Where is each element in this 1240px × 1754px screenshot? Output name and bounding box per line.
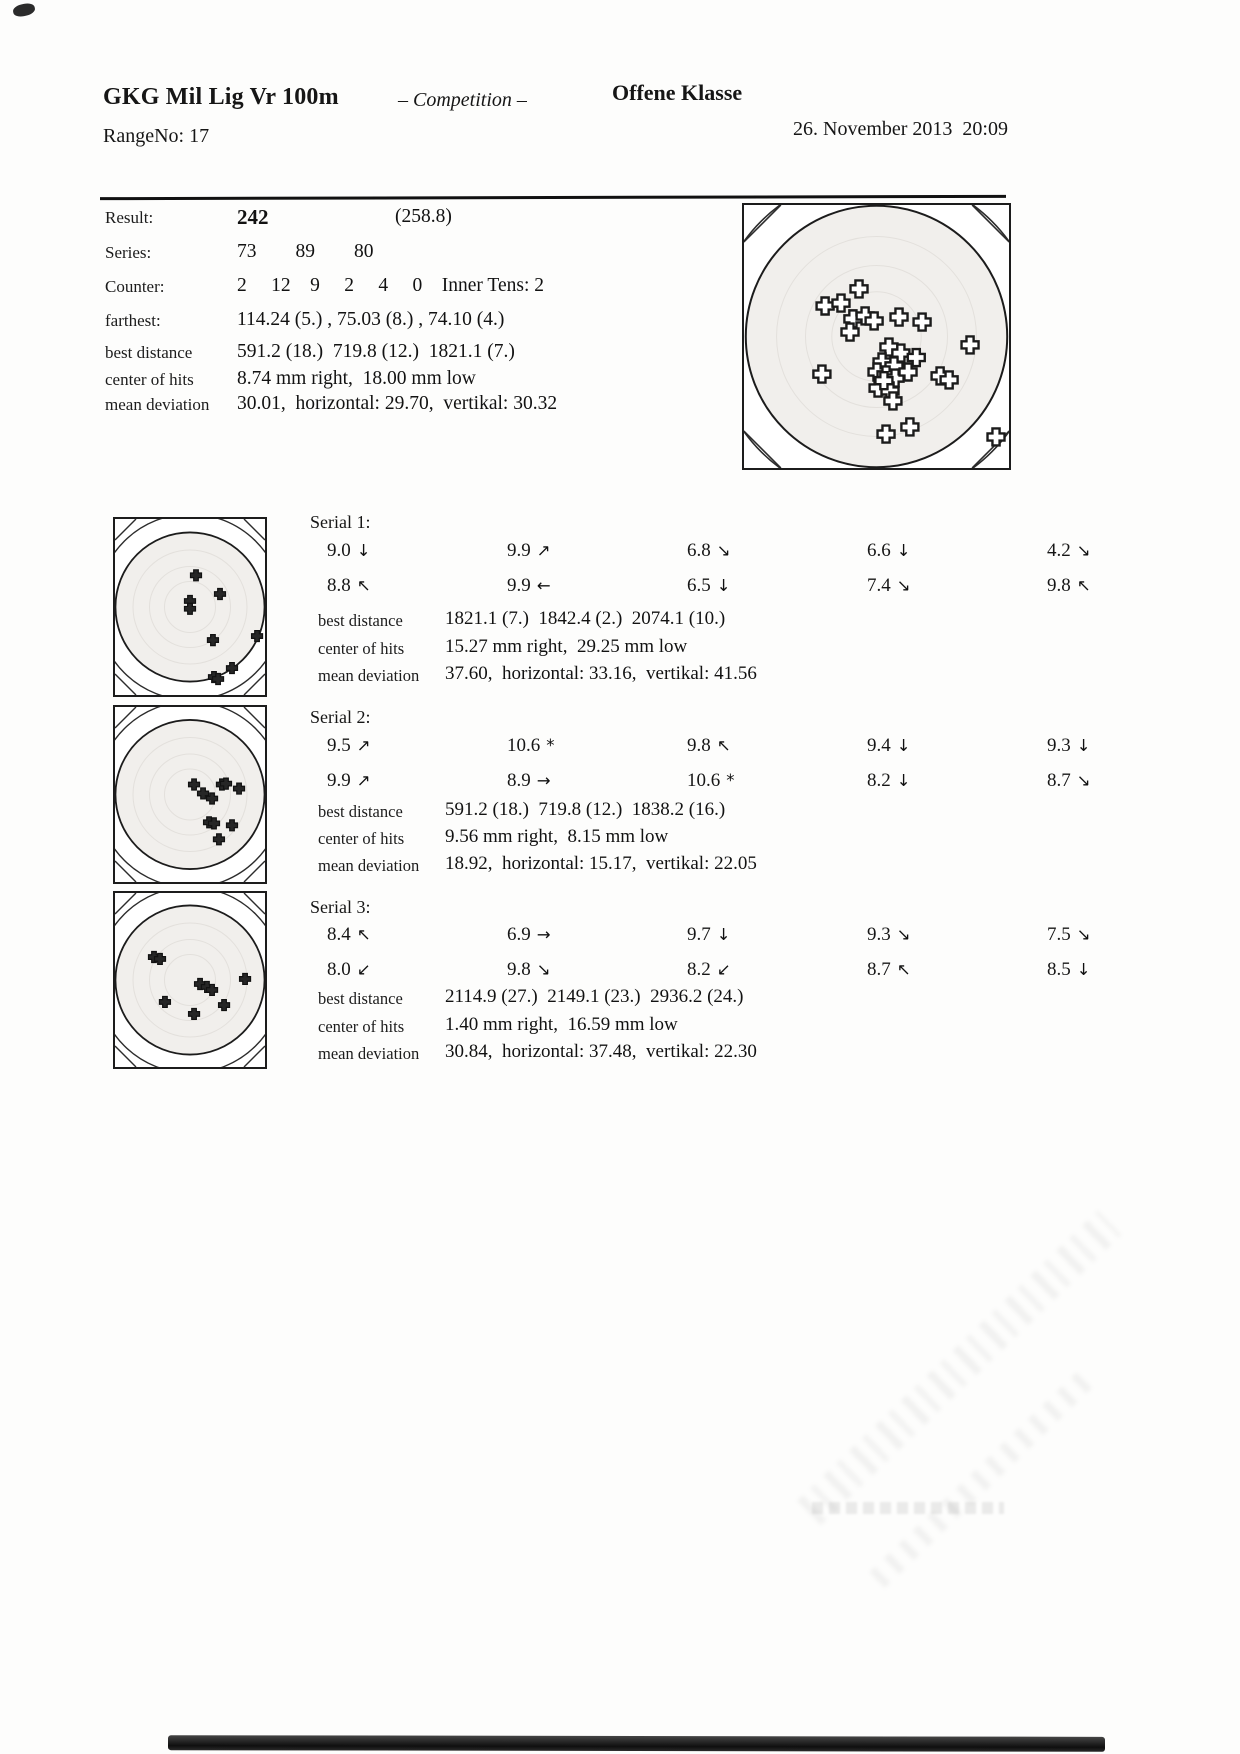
shot-direction-arrow-icon: ↓ [896,771,911,790]
serial-3-target-diagram [113,891,267,1069]
shot-value: 8.2 [687,959,711,980]
center-of-hits-value: 8.74 mm right, 18.00 mm low [237,368,476,389]
shot-reading [867,959,911,981]
shot-value: 10.6 [687,770,721,791]
serial-2-shots-row-2 [327,770,1107,796]
serial-1-best-distance-value: 1821.1 (7.) 1842.4 (2.) 2074.1 (10.) [445,608,726,629]
inner-ten-star-icon: * [726,771,735,790]
shot-direction-arrow-icon: ↘ [1076,541,1091,560]
shot-value: 10.6 [507,735,541,756]
serial-1-best-distance-label: best distance [318,611,403,630]
serial-2-center-of-hits-value: 9.56 mm right, 8.15 mm low [445,826,669,847]
shot-value: 8.4 [327,924,351,945]
shot-direction-arrow-icon: ↘ [536,960,551,979]
best-distance-values: 591.2 (18.) 719.8 (12.) 1821.1 (7.) [237,341,515,362]
farthest-label: farthest: [105,311,161,330]
shot-direction-arrow-icon: ↓ [716,576,731,595]
series-label: Series: [105,243,152,262]
shot-value: 4.2 [1047,540,1071,561]
serial-2-target-diagram [113,705,267,884]
serial-2-mean-deviation-value: 18.92, horizontal: 15.17, vertikal: 22.05 [445,853,757,874]
shot-direction-arrow-icon: ↓ [1076,960,1091,979]
shot-value: 6.9 [507,924,531,945]
shot-value: 9.9 [507,540,531,561]
shot-direction-arrow-icon: → [536,771,551,790]
shot-direction-arrow-icon: ↘ [896,576,911,595]
shot-value: 6.8 [687,540,711,561]
shot-direction-arrow-icon: ↙ [356,960,371,979]
shot-value: 8.9 [507,770,531,791]
serial-1-target-diagram [113,517,267,697]
header-divider [100,195,1006,200]
shot-reading [687,575,731,597]
shot-reading [327,575,371,597]
target-overview-diagram [742,203,1011,470]
shot-direction-arrow-icon: ↖ [896,960,911,979]
serial-3-center-of-hits-value: 1.40 mm right, 16.59 mm low [445,1014,678,1035]
shot-direction-arrow-icon: ← [536,576,551,595]
shot-reading [1047,770,1091,792]
hit-marker [988,428,1005,445]
shot-reading [687,735,731,757]
scan-edge-strip [168,1735,1105,1752]
shot-value: 9.9 [507,575,531,596]
shot-reading [327,959,371,981]
serial-3-shots-row-2 [327,959,1107,985]
series-values: 73 89 80 [237,241,374,262]
shot-reading [1047,959,1091,981]
shot-value: 9.0 [327,540,351,561]
report-datetime: 26. November 2013 20:09 [793,118,1008,140]
shot-value: 6.5 [687,575,711,596]
shot-reading [327,540,371,562]
faint-footer-text [812,1502,1004,1514]
shot-reading [327,770,371,792]
inner-ten-star-icon: * [546,736,555,755]
shot-direction-arrow-icon: ↓ [356,541,371,560]
result-annex: (258.8) [395,206,452,227]
mean-deviation-label: mean deviation [105,395,210,414]
shot-direction-arrow-icon: ↖ [1076,576,1091,595]
center-of-hits-label: center of hits [105,370,194,389]
shot-reading [687,959,731,981]
shot-reading [507,959,551,981]
shot-value: 9.4 [867,735,891,756]
serial-3-title: Serial 3: [310,897,371,917]
faint-diagonal-watermark [715,1155,1185,1595]
serial-1-center-of-hits-label: center of hits [318,639,405,658]
shot-direction-arrow-icon: ↓ [1076,736,1091,755]
serial-1-shots-row-2 [327,575,1107,601]
counter-values: 2 12 9 2 4 0 Inner Tens: 2 [237,275,545,296]
report-title: GKG Mil Lig Vr 100m [103,84,339,110]
serial-1-title: Serial 1: [310,512,371,532]
shot-reading [687,540,731,562]
shot-direction-arrow-icon: ↗ [356,771,371,790]
serial-2-mean-deviation-label: mean deviation [318,856,420,875]
shot-direction-arrow-icon: ↘ [1076,925,1091,944]
shot-value: 9.9 [327,770,351,791]
shot-value: 8.7 [867,959,891,980]
competition-label: – Competition – [398,89,527,111]
shot-value: 6.6 [867,540,891,561]
shot-reading [867,924,911,946]
shot-reading [867,575,911,597]
shot-value: 8.2 [867,770,891,791]
serial-2-best-distance-value: 591.2 (18.) 719.8 (12.) 1838.2 (16.) [445,799,726,820]
shot-value: 9.3 [1047,735,1071,756]
mean-deviation-value: 30.01, horizontal: 29.70, vertikal: 30.32 [237,393,558,414]
shot-reading [507,924,551,946]
shot-value: 9.3 [867,924,891,945]
serial-1-shots-row-1 [327,540,1107,566]
serial-3-center-of-hits-label: center of hits [318,1017,405,1036]
serial-2-title: Serial 2: [310,707,371,727]
result-label: Result: [105,208,154,227]
shot-reading [687,924,731,946]
shot-reading [687,770,735,792]
shot-direction-arrow-icon: ↓ [896,541,911,560]
serial-1-center-of-hits-value: 15.27 mm right, 29.25 mm low [445,636,688,657]
shot-value: 7.5 [1047,924,1071,945]
shot-direction-arrow-icon: ↘ [1076,771,1091,790]
shot-reading [1047,735,1091,757]
shot-direction-arrow-icon: ↙ [716,960,731,979]
shot-value: 9.8 [1047,575,1071,596]
serial-3-mean-deviation-label: mean deviation [318,1044,420,1063]
shot-direction-arrow-icon: ↖ [356,576,371,595]
shot-reading [327,735,371,757]
serial-2-shots-row-1 [327,735,1107,761]
shot-direction-arrow-icon: ↗ [356,736,371,755]
shot-direction-arrow-icon: ↖ [356,925,371,944]
shot-reading [867,770,911,792]
serial-2-best-distance-label: best distance [318,802,403,821]
shot-direction-arrow-icon: ↓ [896,736,911,755]
shot-reading [1047,575,1091,597]
best-distance-label: best distance [105,343,193,362]
shot-value: 8.7 [1047,770,1071,791]
shot-value: 9.8 [507,959,531,980]
counter-label: Counter: [105,277,165,296]
shot-value: 9.7 [687,924,711,945]
shot-direction-arrow-icon: ↖ [716,736,731,755]
shot-reading [1047,924,1091,946]
shot-direction-arrow-icon: ↗ [536,541,551,560]
shot-value: 8.8 [327,575,351,596]
range-number: RangeNo: 17 [103,125,210,147]
farthest-values: 114.24 (5.) , 75.03 (8.) , 74.10 (4.) [237,309,505,330]
shot-direction-arrow-icon: → [536,925,551,944]
shot-direction-arrow-icon: ↓ [716,925,731,944]
shot-value: 8.0 [327,959,351,980]
shot-reading [867,735,911,757]
shot-reading [507,770,551,792]
shot-value: 9.8 [687,735,711,756]
class-name: Offene Klasse [612,80,743,105]
serial-1-mean-deviation-value: 37.60, horizontal: 33.16, vertikal: 41.56 [445,663,757,684]
serial-1-mean-deviation-label: mean deviation [318,666,420,685]
shot-reading [507,575,551,597]
serial-3-best-distance-value: 2114.9 (27.) 2149.1 (23.) 2936.2 (24.) [445,986,744,1007]
shot-reading [507,540,551,562]
serial-3-mean-deviation-value: 30.84, horizontal: 37.48, vertikal: 22.30 [445,1041,757,1062]
shot-direction-arrow-icon: ↘ [716,541,731,560]
shot-value: 7.4 [867,575,891,596]
shot-reading [1047,540,1091,562]
shot-value: 8.5 [1047,959,1071,980]
serial-2-center-of-hits-label: center of hits [318,829,405,848]
result-value: 242 [237,205,269,229]
scan-artifact-speck [12,2,36,18]
shot-reading [507,735,555,757]
shot-reading [867,540,911,562]
shot-value: 9.5 [327,735,351,756]
serial-3-shots-row-1 [327,924,1107,950]
shot-direction-arrow-icon: ↘ [896,925,911,944]
serial-3-best-distance-label: best distance [318,989,403,1008]
shot-reading [327,924,371,946]
